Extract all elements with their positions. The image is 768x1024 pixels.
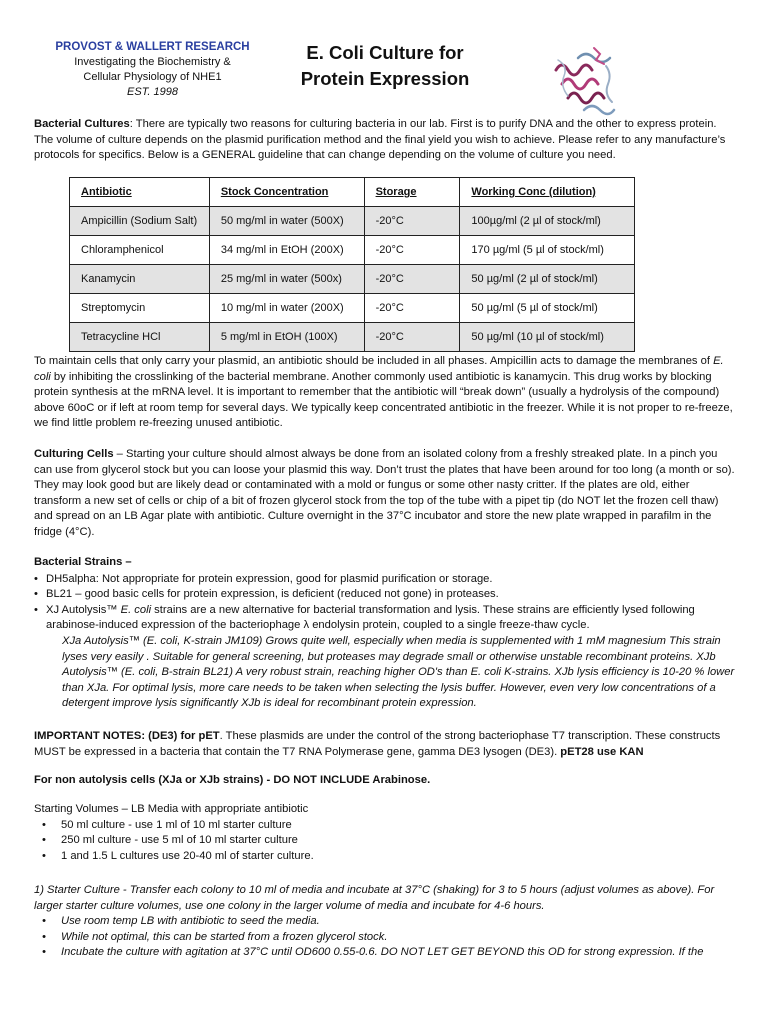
antibiotic-text-a: To maintain cells that only carry your plasmid, an antibiotic should be included in all phases. Ampicillin acts to damage the membranes of [34, 355, 714, 367]
ecoli-term: E. coli [34, 355, 724, 383]
strains-section [34, 555, 738, 712]
starting-volumes [34, 802, 738, 864]
intro-label: Bacterial Cultures [34, 118, 130, 130]
strains-list [34, 572, 738, 634]
table-cell: Kanamycin [70, 265, 210, 294]
table-row [70, 207, 635, 236]
table-cell: -20°C [364, 236, 460, 265]
starter-culture [34, 883, 738, 961]
table-cell: 34 mg/ml in EtOH (200X) [209, 236, 364, 265]
strain-xj-a: XJ Autolysis™ [46, 603, 121, 616]
culturing-paragraph [34, 447, 738, 541]
organization-header [40, 40, 265, 100]
culturing-text: – Starting your culture should almost always be done from an isolated colony from a freshly streaked plate. In a pinch you can use from glycerol stock but you can loose your plasmid this way. Don’t trust the plates that have been around for too long (a month or so). They may look good but are likely dead or contaminated with a mold or fungus or some other nasty critter. If the plates are old, either transform a new set of cells or chip of a bit of frozen glycerol stock from the top of the tube with a pipet tip (do NOT let the frozen cell thaw) and spread on an LB Agar plate with antibiotic. Culture overnight in the 37°C incubator and store the new plate wrapped in parafilm in the fridge (4°C). [34, 448, 735, 538]
strains-heading: Bacterial Strains – [34, 556, 132, 568]
intro-text: : There are typically two reasons for culturing bacteria in our lab. First is to purify DNA and the other to express protein. The volume of culture depends on the plasmid purification method and the final yield you wish to achieve. Please refer to any manufacture’s protocols for specifics. Below is a GENERAL guideline that can change depending on the volume of culture you need. [34, 118, 726, 162]
list-item: • Incubate the culture with agitation at 37°C until OD600 0.55-0.6. DO NOT LET GET BEYOND this OD for strong expression. If the [34, 945, 738, 961]
antibiotic-paragraph [34, 354, 738, 432]
table-cell: 100µg/ml (2 µl of stock/ml) [460, 207, 635, 236]
table-cell: 25 mg/ml in water (500x) [209, 265, 364, 294]
list-item: • While not optimal, this can be started from a frozen glycerol stock. [34, 930, 738, 946]
table-cell: Chloramphenicol [70, 236, 210, 265]
title-line-2: Protein Expression [300, 68, 470, 89]
org-line-3: EST. 1998 [127, 86, 178, 98]
notes-label: IMPORTANT NOTES: (DE3) for pET [34, 730, 220, 742]
list-item: • DH5alpha: Not appropriate for protein expression, good for plasmid purification or storage. [34, 572, 738, 588]
list-item: • 50 ml culture - use 1 ml of 10 ml starter culture [34, 818, 738, 834]
table-cell: Tetracycline HCl [70, 323, 210, 352]
antibiotic-table [69, 177, 635, 352]
intro-paragraph [34, 117, 738, 164]
table-cell: Ampicillin (Sodium Salt) [70, 207, 210, 236]
table-row [70, 236, 635, 265]
table-row [70, 323, 635, 352]
table-cell: 50 µg/ml (2 µl of stock/ml) [460, 265, 635, 294]
table-row [70, 294, 635, 323]
strain-xj-ecoli: E. coli [120, 603, 152, 616]
table-cell: -20°C [364, 294, 460, 323]
starting-volumes-list [34, 818, 738, 865]
table-cell: 170 µg/ml (5 µl of stock/ml) [460, 236, 635, 265]
strain-xj-b: strains are a new alternative for bacterial transformation and lysis. These strains are efficiently lysed following arabinose-induced expression of the bacteriophage λ endolysin protein, coupled to a single freeze-thaw cycle. [46, 603, 695, 632]
list-item: • 1 and 1.5 L cultures use 20-40 ml of starter culture. [34, 849, 738, 865]
table-cell: Streptomycin [70, 294, 210, 323]
table-cell: 50 mg/ml in water (500X) [209, 207, 364, 236]
header-storage: Storage [364, 178, 460, 207]
table-cell: 50 µg/ml (10 µl of stock/ml) [460, 323, 635, 352]
page-title [285, 40, 485, 92]
table-header-row [70, 178, 635, 207]
org-line-1: Investigating the Biochemistry & [74, 56, 231, 68]
table-cell: 50 µg/ml (5 µl of stock/ml) [460, 294, 635, 323]
starting-volumes-heading: Starting Volumes – LB Media with appropriate antibiotic [34, 803, 309, 815]
header-stock-concentration: Stock Concentration [209, 178, 364, 207]
header-antibiotic: Antibiotic [70, 178, 210, 207]
notes-text: . These plasmids are under the control of the strong bacteriophase T7 transcription. These constructs MUST be expressed in a bacteria that contain the T7 RNA Polymerase gene, gamma DE3 lysogen (DE3). [34, 730, 721, 758]
list-item: • Use room temp LB with antibiotic to seed the media. [34, 914, 738, 930]
table-cell: 5 mg/ml in EtOH (100X) [209, 323, 364, 352]
table-cell: -20°C [364, 207, 460, 236]
list-item: • 250 ml culture - use 5 ml of 10 ml starter culture [34, 833, 738, 849]
starter-text: 1) Starter Culture - Transfer each colony to 10 ml of media and incubate at 37°C (shaking) for 3 to 5 hours (adjust volumes as above). For larger starter culture volumes, use one colony in the larger volume of media and incubate for 4-6 hours. [34, 884, 715, 912]
table-cell: -20°C [364, 265, 460, 294]
title-line-1: E. Coli Culture for [306, 42, 464, 63]
table-row [70, 265, 635, 294]
culturing-label: Culturing Cells [34, 448, 114, 460]
table-cell: 10 mg/ml in water (200X) [209, 294, 364, 323]
list-item [34, 603, 738, 634]
antibiotic-text-b: by inhibiting the crosslinking of the bacterial membrane. Another commonly used antibiotic is kanamycin. This drug works by blocking protein synthesis at the mRNA level. It is important to remember that the antibiotic will “break down” (usually a hydrolysis of the compound) above 60oC or if left at room temp for several days. We typically keep concentrated antibiotic in the freezer. While it is not proper to re-freeze, we find little problem re-freezing unused antibiotic. [34, 370, 733, 430]
important-notes [34, 729, 738, 760]
protein-structure-icon [548, 40, 628, 120]
list-item: • BL21 – good basic cells for protein expression, is deficient (reduced not gone) in proteases. [34, 587, 738, 603]
non-autolysis-note: For non autolysis cells (XJa or XJb strains) - DO NOT INCLUDE Arabinose. [34, 774, 431, 786]
strains-detail: XJa Autolysis™ (E. coli, K-strain JM109) Grows quite well, especially when media is supplemented with 1 mM magnesium This strain lyses very easily . Suitable for general screening, but proteases may degrade small or otherwise unstable recombinant proteins. XJb Autolysis™ (E. coli, B-strain BL21) A very robust strain, reaching higher OD's than E. coli K-strains. XJb lysis efficiency is 10-20 % lower than XJa. For optimal lysis, more care needs to be taken when selecting the lysis buffer. However, even very low concentrations of a detergent improve lysis significantly XJb is ideal for recombinant protein expression. [62, 634, 735, 710]
starter-list [34, 914, 738, 961]
org-line-2: Cellular Physiology of NHE1 [83, 71, 222, 83]
table-cell: -20°C [364, 323, 460, 352]
notes-tail: pET28 use KAN [560, 745, 644, 758]
org-name: PROVOST & WALLERT RESEARCH [55, 41, 250, 53]
header-working-conc: Working Conc (dilution) [460, 178, 635, 207]
